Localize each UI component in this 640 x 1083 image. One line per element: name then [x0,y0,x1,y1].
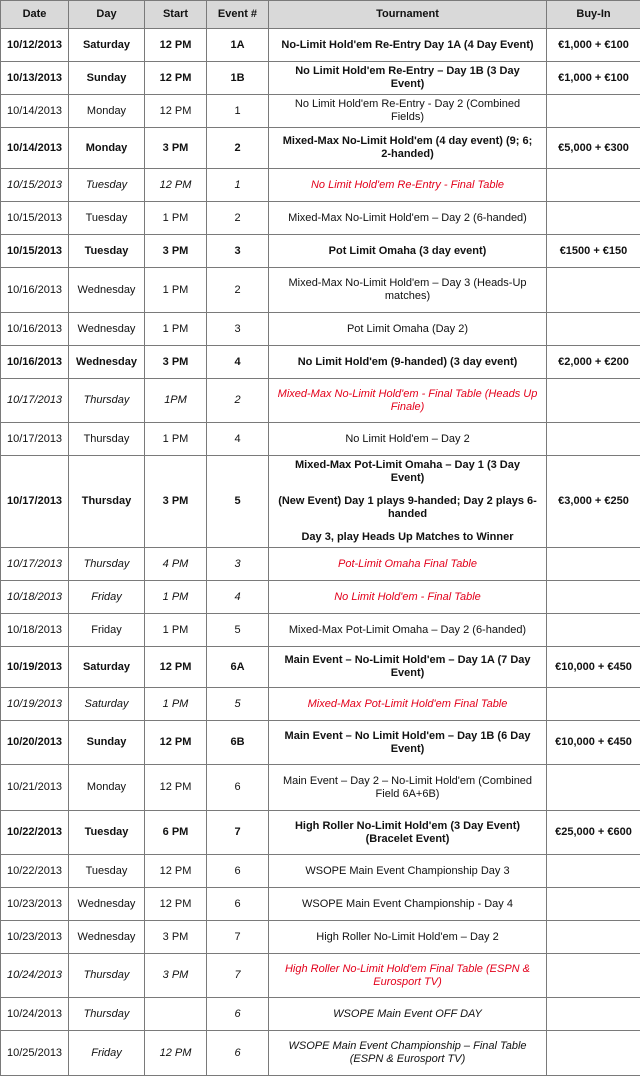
day-cell: Friday [69,1031,145,1076]
start-cell: 1 PM [145,423,207,456]
tournament-cell: No Limit Hold'em Re-Entry - Day 2 (Combined Fields) [269,95,547,128]
event-number-cell: 6A [207,647,269,688]
buyin-cell [547,688,640,721]
buyin-cell [547,313,640,346]
date-cell: 10/15/2013 [1,235,69,268]
day-cell: Saturday [69,29,145,62]
schedule-body [1,29,640,1076]
schedule-row [1,998,640,1031]
schedule-row [1,62,640,95]
buyin-cell [547,581,640,614]
event-number-cell: 7 [207,811,269,855]
date-cell: 10/22/2013 [1,855,69,888]
tournament-cell: Pot Limit Omaha (3 day event) [269,235,547,268]
day-cell: Friday [69,581,145,614]
start-cell: 12 PM [145,95,207,128]
date-cell: 10/25/2013 [1,1031,69,1076]
schedule-row [1,855,640,888]
schedule-row [1,888,640,921]
buyin-cell [547,921,640,954]
date-cell: 10/12/2013 [1,29,69,62]
day-cell: Monday [69,765,145,811]
tournament-cell: No Limit Hold'em (9-handed) (3 day event) [269,346,547,379]
day-cell: Wednesday [69,346,145,379]
schedule-row [1,456,640,548]
date-cell: 10/22/2013 [1,811,69,855]
event-number-cell: 1 [207,95,269,128]
start-cell: 4 PM [145,548,207,581]
event-number-cell: 2 [207,202,269,235]
date-cell: 10/16/2013 [1,313,69,346]
date-cell: 10/24/2013 [1,998,69,1031]
buyin-cell [547,614,640,647]
day-cell: Wednesday [69,268,145,313]
start-cell: 12 PM [145,29,207,62]
start-cell: 12 PM [145,888,207,921]
tournament-cell: High Roller No-Limit Hold'em (3 Day Event) (Bracelet Event) [269,811,547,855]
tournament-cell: Mixed-Max Pot-Limit Hold'em Final Table [269,688,547,721]
start-cell: 3 PM [145,954,207,998]
schedule-row [1,581,640,614]
tournament-cell: Mixed-Max Pot-Limit Omaha – Day 2 (6-handed) [269,614,547,647]
event-number-cell: 2 [207,128,269,169]
start-cell: 12 PM [145,765,207,811]
start-cell: 12 PM [145,169,207,202]
event-number-cell: 6B [207,721,269,765]
event-number-cell: 7 [207,954,269,998]
start-cell: 12 PM [145,855,207,888]
date-cell: 10/18/2013 [1,614,69,647]
schedule-row [1,811,640,855]
start-cell: 12 PM [145,1031,207,1076]
event-number-cell: 5 [207,688,269,721]
buyin-cell [547,169,640,202]
schedule-row [1,202,640,235]
buyin-cell [547,888,640,921]
date-cell: 10/14/2013 [1,128,69,169]
start-cell: 1 PM [145,268,207,313]
schedule-row [1,268,640,313]
day-cell: Thursday [69,954,145,998]
header-row [1,1,640,29]
date-cell: 10/16/2013 [1,346,69,379]
date-cell: 10/14/2013 [1,95,69,128]
date-cell: 10/17/2013 [1,456,69,548]
event-number-cell: 6 [207,765,269,811]
day-cell: Tuesday [69,811,145,855]
buyin-cell [547,423,640,456]
start-cell: 3 PM [145,456,207,548]
tournament-paragraph: Day 3, play Heads Up Matches to Winner [301,531,514,543]
tournament-paragraph: Mixed-Max Pot-Limit Omaha – Day 1 (3 Day Event) [295,459,520,484]
tournament-cell: WSOPE Main Event Championship – Final Table (ESPN & Eurosport TV) [269,1031,547,1076]
tournament-cell: High Roller No-Limit Hold'em – Day 2 [269,921,547,954]
day-cell: Tuesday [69,169,145,202]
start-cell: 1 PM [145,614,207,647]
schedule-row [1,1031,640,1076]
start-cell: 1 PM [145,581,207,614]
day-cell: Saturday [69,647,145,688]
tournament-cell: No Limit Hold'em Re-Entry - Final Table [269,169,547,202]
schedule-row [1,765,640,811]
day-cell: Sunday [69,721,145,765]
date-cell: 10/19/2013 [1,688,69,721]
schedule-row [1,647,640,688]
day-cell: Thursday [69,456,145,548]
event-number-cell: 6 [207,888,269,921]
schedule-row [1,379,640,423]
day-cell: Tuesday [69,235,145,268]
day-cell: Monday [69,95,145,128]
event-number-cell: 7 [207,921,269,954]
buyin-cell [547,998,640,1031]
schedule-row [1,921,640,954]
buyin-cell: €5,000 + €300 [547,128,640,169]
tournament-cell: WSOPE Main Event Championship - Day 4 [269,888,547,921]
schedule-row [1,313,640,346]
day-cell: Friday [69,614,145,647]
schedule-row [1,614,640,647]
day-cell: Wednesday [69,888,145,921]
day-cell: Saturday [69,688,145,721]
start-cell: 12 PM [145,62,207,95]
schedule-row [1,721,640,765]
event-number-cell: 3 [207,313,269,346]
date-cell: 10/23/2013 [1,921,69,954]
tournament-cell: Mixed-Max No-Limit Hold'em – Day 2 (6-handed) [269,202,547,235]
event-number-cell: 6 [207,1031,269,1076]
tournament-cell: High Roller No-Limit Hold'em Final Table (ESPN & Eurosport TV) [269,954,547,998]
buyin-cell [547,95,640,128]
schedule-row [1,954,640,998]
tournament-cell: WSOPE Main Event OFF DAY [269,998,547,1031]
date-cell: 10/17/2013 [1,423,69,456]
start-cell: 1 PM [145,202,207,235]
buyin-cell [547,202,640,235]
day-cell: Monday [69,128,145,169]
date-cell: 10/24/2013 [1,954,69,998]
header-date: Date [1,1,69,29]
date-cell: 10/16/2013 [1,268,69,313]
tournament-cell: Mixed-Max No-Limit Hold'em - Final Table (Heads Up Finale) [269,379,547,423]
header-event: Event # [207,1,269,29]
buyin-cell [547,268,640,313]
day-cell: Wednesday [69,921,145,954]
event-number-cell: 6 [207,998,269,1031]
tournament-cell: Main Event – No-Limit Hold'em – Day 1A (7 Day Event) [269,647,547,688]
start-cell: 6 PM [145,811,207,855]
buyin-cell: €25,000 + €600 [547,811,640,855]
start-cell: 3 PM [145,921,207,954]
tournament-cell: Pot Limit Omaha (Day 2) [269,313,547,346]
day-cell: Wednesday [69,313,145,346]
day-cell: Tuesday [69,855,145,888]
tournament-cell: No Limit Hold'em - Final Table [269,581,547,614]
date-cell: 10/17/2013 [1,548,69,581]
start-cell: 1 PM [145,313,207,346]
date-cell: 10/21/2013 [1,765,69,811]
day-cell: Thursday [69,998,145,1031]
event-number-cell: 1 [207,169,269,202]
start-cell: 1PM [145,379,207,423]
event-number-cell: 6 [207,855,269,888]
header-buyin: Buy-In [547,1,640,29]
buyin-cell [547,954,640,998]
tournament-cell: No-Limit Hold'em Re-Entry Day 1A (4 Day Event) [269,29,547,62]
event-number-cell: 1A [207,29,269,62]
event-number-cell: 4 [207,423,269,456]
date-cell: 10/13/2013 [1,62,69,95]
buyin-cell [547,1031,640,1076]
date-cell: 10/18/2013 [1,581,69,614]
schedule-row [1,346,640,379]
tournament-cell: No Limit Hold'em – Day 2 [269,423,547,456]
tournament-cell: WSOPE Main Event Championship Day 3 [269,855,547,888]
tournament-cell [269,456,547,548]
tournament-cell: Pot-Limit Omaha Final Table [269,548,547,581]
day-cell: Sunday [69,62,145,95]
event-number-cell: 2 [207,268,269,313]
event-number-cell: 3 [207,235,269,268]
date-cell: 10/15/2013 [1,202,69,235]
buyin-cell [547,765,640,811]
tournament-cell: Mixed-Max No-Limit Hold'em – Day 3 (Heads-Up matches) [269,268,547,313]
tournament-cell: Main Event – No Limit Hold'em – Day 1B (6 Day Event) [269,721,547,765]
buyin-cell: €1,000 + €100 [547,29,640,62]
header-tournament: Tournament [269,1,547,29]
date-cell: 10/17/2013 [1,379,69,423]
schedule-row [1,29,640,62]
schedule-row [1,423,640,456]
event-number-cell: 4 [207,346,269,379]
event-number-cell: 2 [207,379,269,423]
event-number-cell: 3 [207,548,269,581]
buyin-cell: €10,000 + €450 [547,721,640,765]
start-cell: 12 PM [145,721,207,765]
buyin-cell: €2,000 + €200 [547,346,640,379]
schedule-row [1,128,640,169]
schedule-row [1,95,640,128]
buyin-cell: €1,000 + €100 [547,62,640,95]
header-day: Day [69,1,145,29]
day-cell: Thursday [69,548,145,581]
day-cell: Thursday [69,423,145,456]
buyin-cell: €1500 + €150 [547,235,640,268]
start-cell [145,998,207,1031]
day-cell: Tuesday [69,202,145,235]
event-number-cell: 4 [207,581,269,614]
date-cell: 10/20/2013 [1,721,69,765]
start-cell: 3 PM [145,235,207,268]
buyin-cell [547,379,640,423]
buyin-cell [547,855,640,888]
start-cell: 3 PM [145,128,207,169]
tournament-cell: Main Event – Day 2 – No-Limit Hold'em (Combined Field 6A+6B) [269,765,547,811]
tournament-cell: No Limit Hold'em Re-Entry – Day 1B (3 Day Event) [269,62,547,95]
tournament-paragraph: (New Event) Day 1 plays 9-handed; Day 2 plays 6-handed [278,495,537,520]
schedule-row [1,548,640,581]
buyin-cell [547,548,640,581]
event-number-cell: 5 [207,614,269,647]
start-cell: 3 PM [145,346,207,379]
date-cell: 10/23/2013 [1,888,69,921]
schedule-row [1,169,640,202]
schedule-row [1,688,640,721]
date-cell: 10/19/2013 [1,647,69,688]
event-number-cell: 1B [207,62,269,95]
buyin-cell: €10,000 + €450 [547,647,640,688]
start-cell: 12 PM [145,647,207,688]
start-cell: 1 PM [145,688,207,721]
schedule-row [1,235,640,268]
header-start: Start [145,1,207,29]
buyin-cell: €3,000 + €250 [547,456,640,548]
day-cell: Thursday [69,379,145,423]
event-number-cell: 5 [207,456,269,548]
date-cell: 10/15/2013 [1,169,69,202]
tournament-cell: Mixed-Max No-Limit Hold'em (4 day event) (9; 6; 2-handed) [269,128,547,169]
